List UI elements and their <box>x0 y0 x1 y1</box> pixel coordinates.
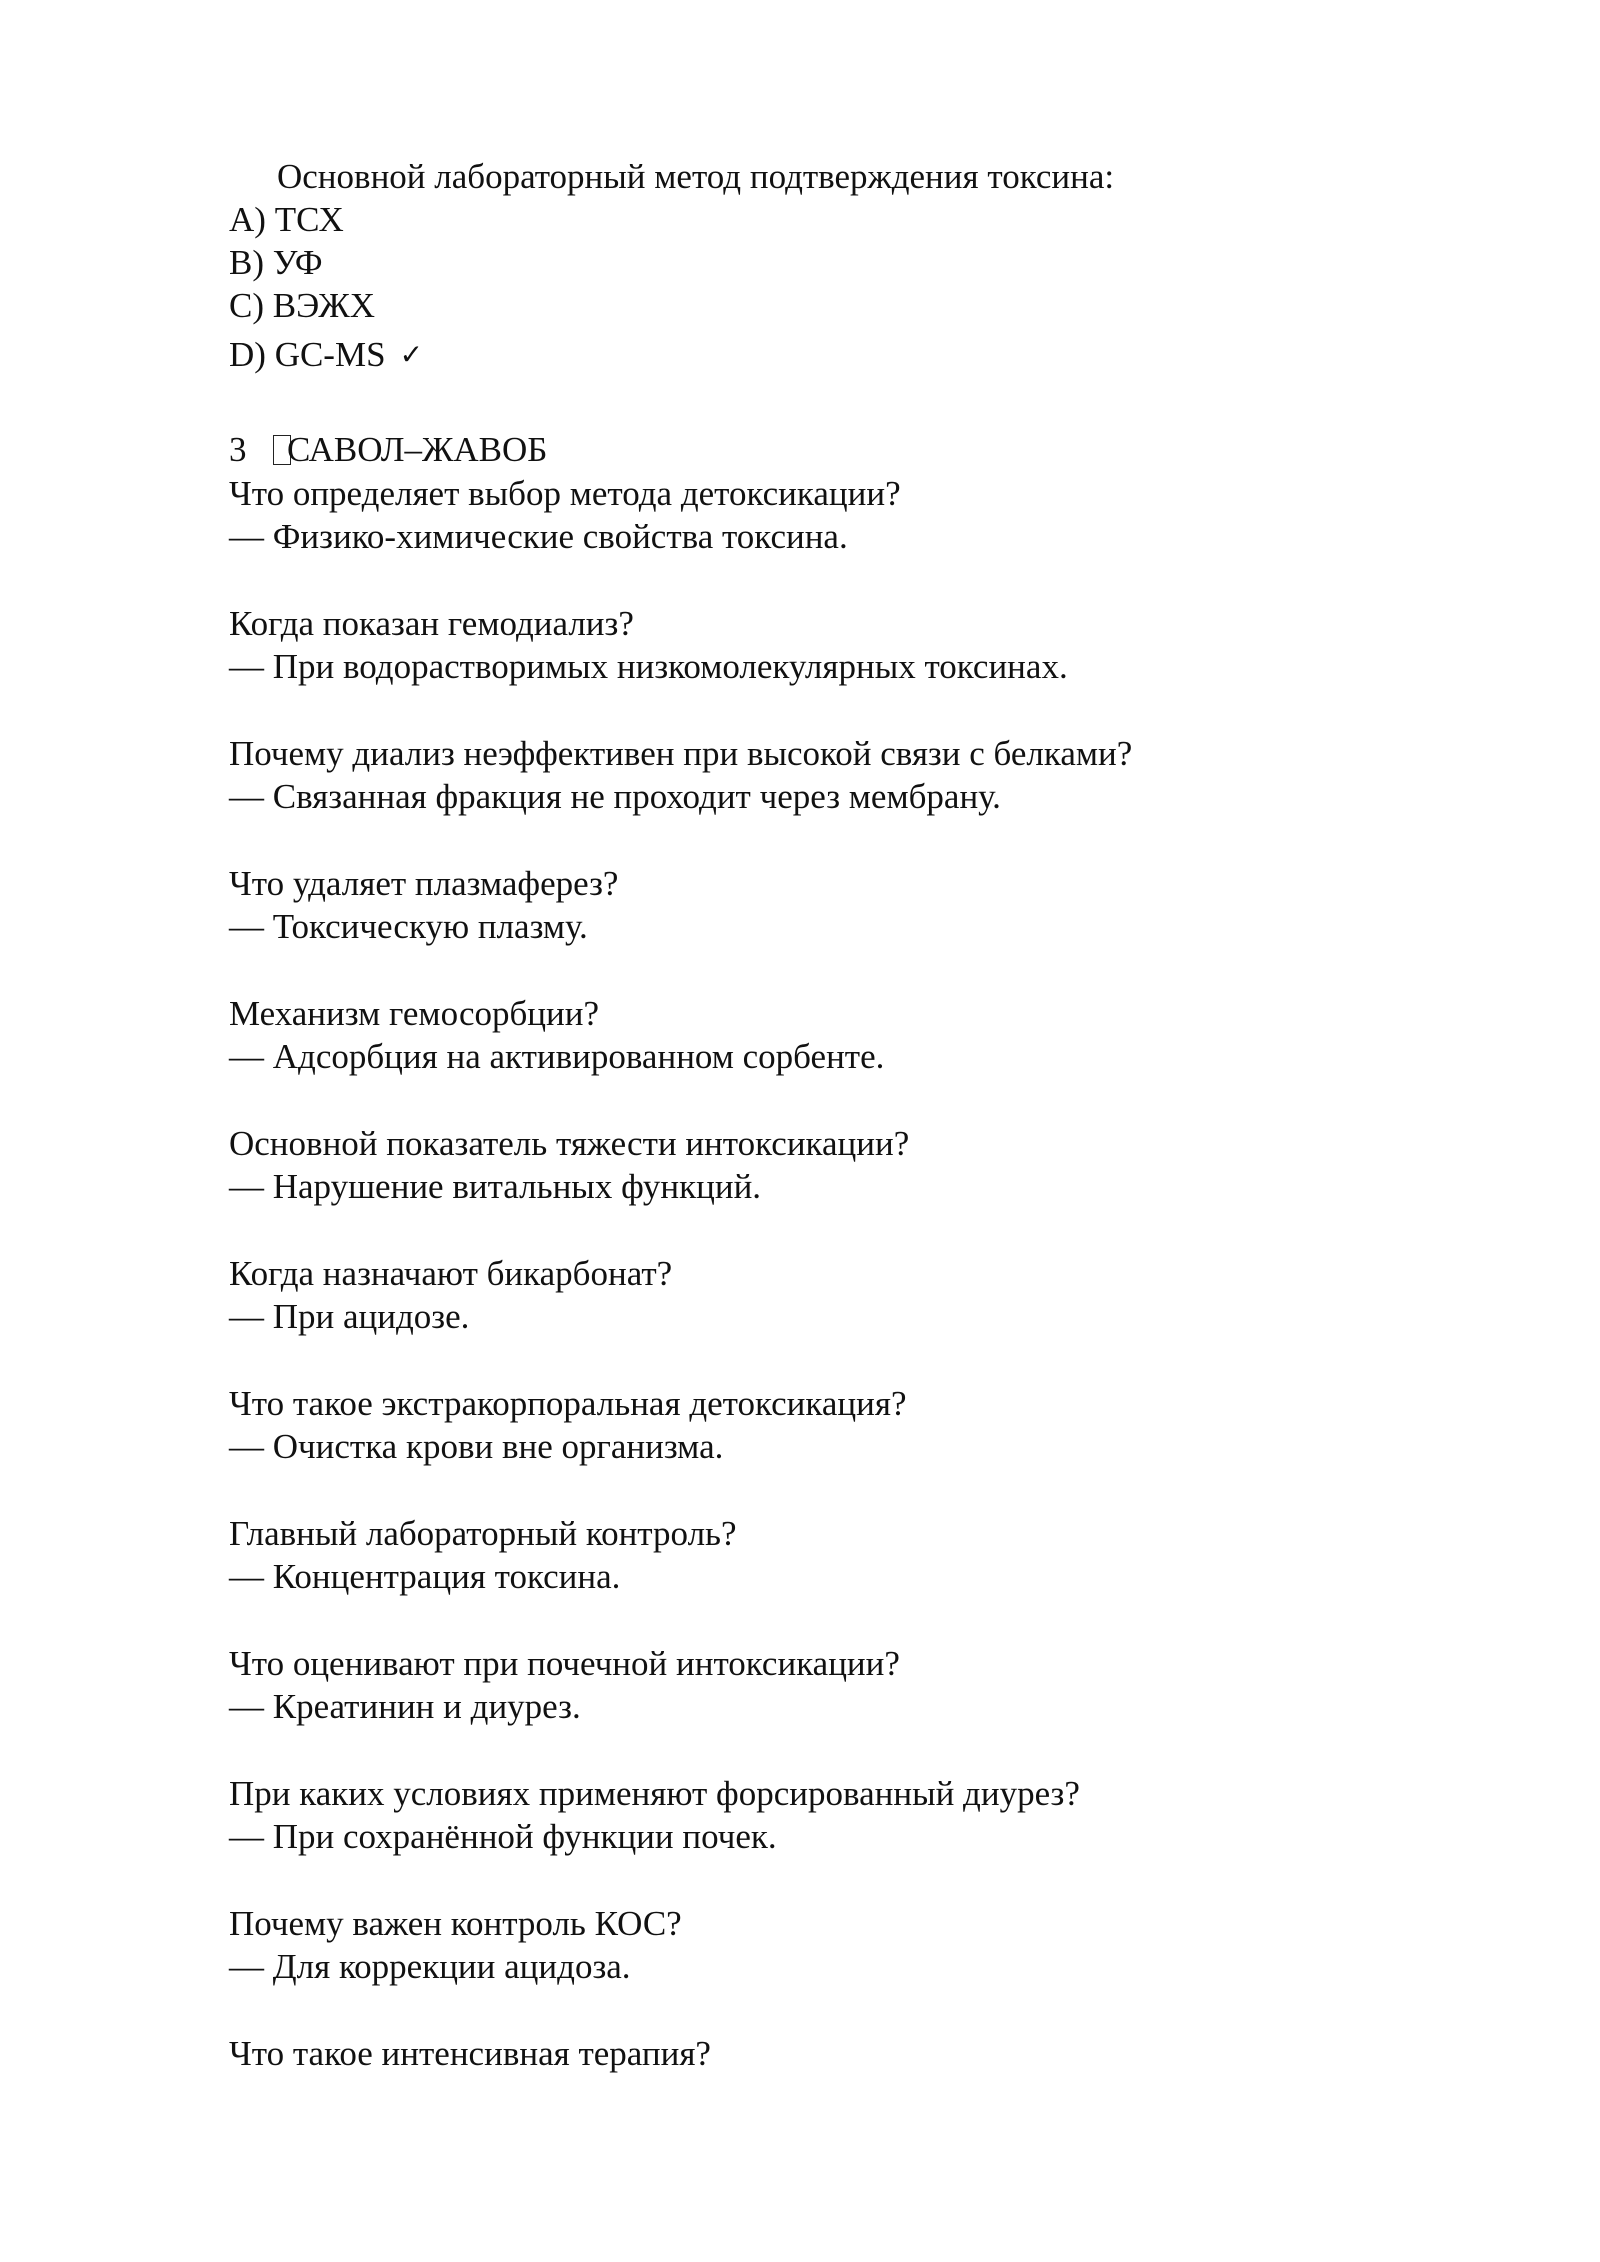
option-letter: C) <box>229 286 264 325</box>
qa-question: Почему важен контроль КОС? <box>229 1904 682 1943</box>
option-d <box>229 333 1379 376</box>
qa-answer: — При сохранённой функции почек. <box>229 1817 777 1856</box>
option-text: ТСХ <box>274 200 344 239</box>
qa-item <box>229 1122 1379 1252</box>
qa-question: Механизм гемосорбции? <box>229 994 600 1033</box>
qa-answer: — Физико-химические свойства токсина. <box>229 517 848 556</box>
qa-question: Что удаляет плазмаферез? <box>229 864 619 903</box>
option-c <box>229 284 1379 327</box>
qa-item <box>229 1772 1379 1902</box>
check-icon: ✓ <box>399 338 424 371</box>
option-letter: A) <box>229 200 266 239</box>
qa-answer: — Связанная фракция не проходит через мембрану. <box>229 777 1001 816</box>
qa-item <box>229 2032 1379 2162</box>
qa-answer: — Креатинин и диурез. <box>229 1687 581 1726</box>
option-text: ВЭЖХ <box>272 286 375 325</box>
qa-item <box>229 732 1379 862</box>
qa-item <box>229 1642 1379 1772</box>
qa-question: Когда показан гемодиализ? <box>229 604 634 643</box>
qa-list <box>229 472 1379 2162</box>
qa-question: При каких условиях применяют форсированный диурез? <box>229 1774 1080 1813</box>
qa-question: Что такое экстракорпоральная детоксикация? <box>229 1384 907 1423</box>
qa-question: Почему диализ неэффективен при высокой связи с белками? <box>229 734 1133 773</box>
section-title: САВОЛ–ЖАВОБ <box>287 430 548 469</box>
qa-answer: — Для коррекции ацидоза. <box>229 1947 631 1986</box>
option-a <box>229 198 1379 241</box>
qa-question: Что определяет выбор метода детоксикации? <box>229 474 901 513</box>
qa-item <box>229 1382 1379 1512</box>
qa-item <box>229 1512 1379 1642</box>
qa-question: Когда назначают бикарбонат? <box>229 1254 673 1293</box>
qa-answer: — Нарушение витальных функций. <box>229 1167 762 1206</box>
qa-item <box>229 602 1379 732</box>
qa-item <box>229 472 1379 602</box>
option-text: GC-MS <box>274 335 386 374</box>
qa-item <box>229 1252 1379 1382</box>
qa-item <box>229 862 1379 992</box>
qa-answer: — Токсическую плазму. <box>229 907 588 946</box>
question-text: Основной лабораторный метод подтверждения токсина: <box>277 157 1115 196</box>
qa-question: Что такое интенсивная терапия? <box>229 2034 711 2073</box>
option-letter: D) <box>229 335 266 374</box>
section-heading <box>229 428 547 471</box>
qa-question: Что оценивают при почечной интоксикации? <box>229 1644 900 1683</box>
qa-answer: — Концентрация токсина. <box>229 1557 621 1596</box>
qa-answer: — Очистка крови вне организма. <box>229 1427 724 1466</box>
option-text: УФ <box>272 243 323 282</box>
qa-question: Главный лабораторный контроль? <box>229 1514 737 1553</box>
section-number: 3 <box>229 430 247 469</box>
qa-item <box>229 992 1379 1122</box>
qa-answer: — При ацидозе. <box>229 1297 470 1336</box>
option-b <box>229 241 1379 284</box>
qa-question: Основной показатель тяжести интоксикации? <box>229 1124 910 1163</box>
qa-answer: — Адсорбция на активированном сорбенте. <box>229 1037 885 1076</box>
qa-item <box>229 1902 1379 2032</box>
qa-answer <box>229 2075 1379 2118</box>
option-letter: B) <box>229 243 264 282</box>
multiple-choice-question <box>229 155 1379 376</box>
qa-answer: — При водорастворимых низкомолекулярных токсинах. <box>229 647 1068 686</box>
